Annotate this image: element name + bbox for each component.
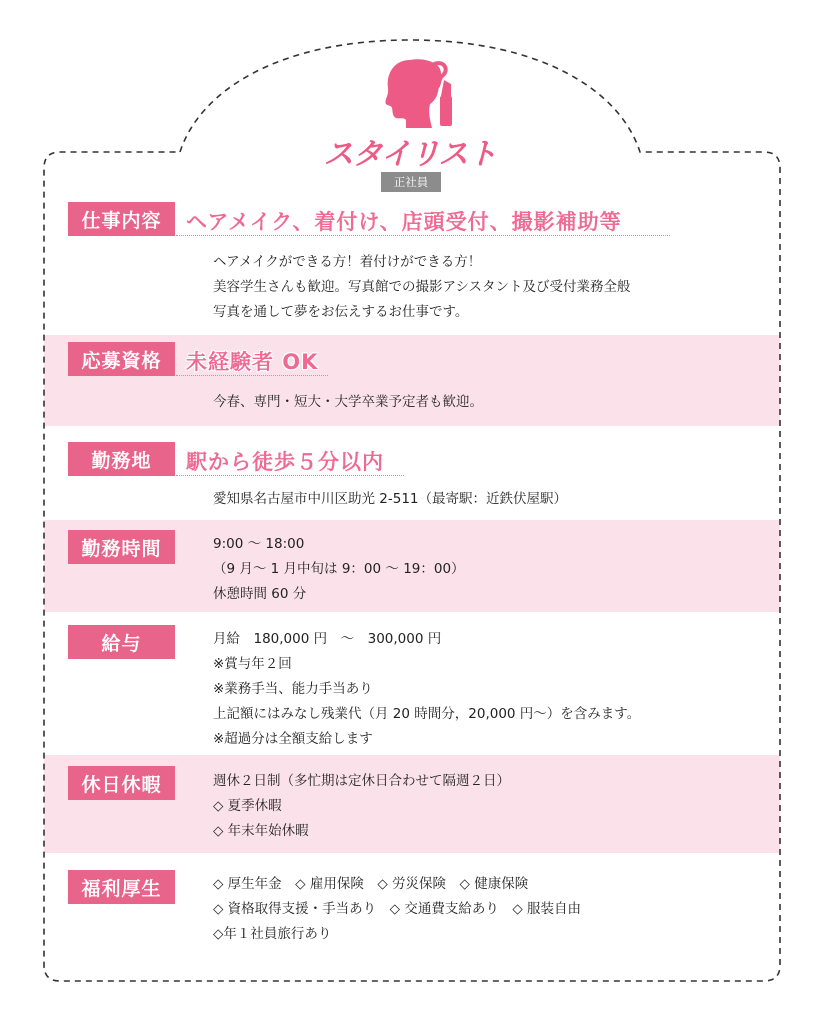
- section-body: 月給 180,000 円 ～ 300,000 円 ※賞与年２回 ※業務手当、能力手当あり 上記額にはみなし残業代（月 20 時間分，20,000 円～）を含みます。 ※超過分は全額支給します: [213, 631, 641, 747]
- headline-underline: [176, 475, 404, 476]
- section-label: 勤務時間: [68, 530, 175, 564]
- woman-lipstick-icon: [380, 56, 460, 130]
- employment-type-badge: 正社員: [381, 172, 441, 192]
- section-body: 週休２日制（多忙期は定休日合わせて隔週２日） ◇ 夏季休暇 ◇ 年末年始休暇: [213, 773, 510, 839]
- headline-underline: [176, 235, 670, 236]
- section-body: 今春、専門・短大・大学卒業予定者も歓迎。: [213, 394, 483, 410]
- section-headline: 未経験者 OK: [186, 350, 319, 374]
- section-label: 勤務地: [68, 442, 175, 476]
- section-label: 福利厚生: [68, 870, 175, 904]
- section-label: 休日休暇: [68, 766, 175, 800]
- section-label: 給与: [68, 625, 175, 659]
- section-body: 9:00 ～ 18:00 （9 月～ 1 月中旬は 9：00 ～ 19：00） 休憩時間 60 分: [213, 536, 465, 602]
- section-body: ◇ 厚生年金 ◇ 雇用保険 ◇ 労災保険 ◇ 健康保険 ◇ 資格取得支援・手当あり ◇ 交通費支給あり ◇ 服装自由 ◇年１社員旅行あり: [213, 876, 582, 942]
- page-title: スタイリスト: [323, 137, 497, 172]
- section-body: ヘアメイクができる方！着付けができる方！ 美容学生さんも歓迎。写真館での撮影アシスタント及び受付業務全般 写真を通して夢をお伝えするお仕事です。: [213, 254, 631, 320]
- section-label: 仕事内容: [68, 202, 175, 236]
- headline-underline: [176, 375, 328, 376]
- section-body: 愛知県名古屋市中川区助光 2-511（最寄駅：近鉄伏屋駅）: [213, 491, 568, 507]
- section-label: 応募資格: [68, 342, 175, 376]
- section-headline: ヘアメイク、着付け、店頭受付、撮影補助等: [186, 210, 622, 234]
- section-headline: 駅から徒歩５分以内: [186, 450, 384, 474]
